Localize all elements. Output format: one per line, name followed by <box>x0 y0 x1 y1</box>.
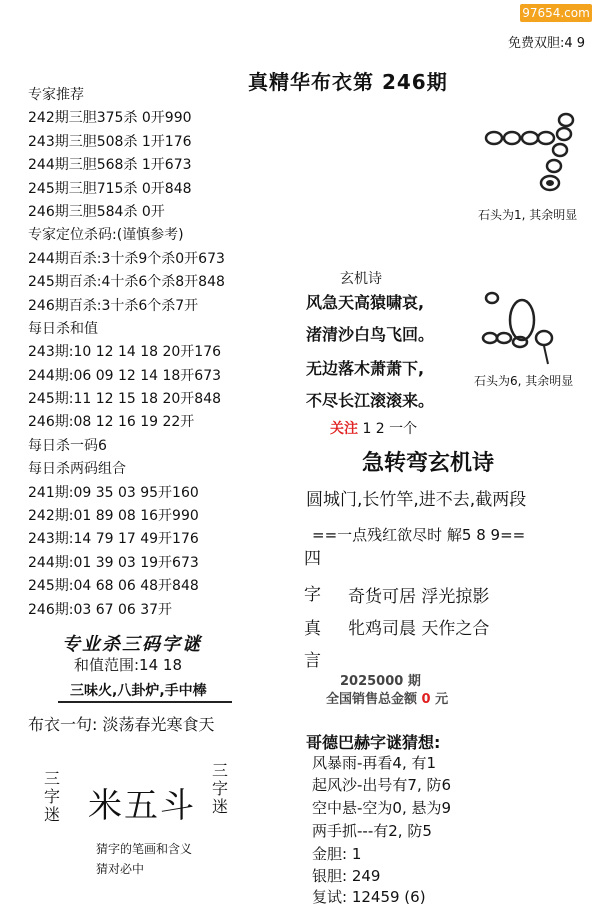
expert-row: 245期三胆715杀 0开848 <box>28 180 192 197</box>
position-title: 专家定位杀码:(谨慎参考) <box>28 227 184 244</box>
side-char: 三 <box>212 761 229 780</box>
position-row: 244期百杀:3十杀9个杀0开673 <box>28 250 225 267</box>
expert-row: 243期三胆508杀 1开176 <box>28 133 192 150</box>
riddle-side-left <box>44 770 60 824</box>
riddle-note: 猜对必中 <box>96 862 145 876</box>
goth-line: 金胆: 1 <box>312 845 362 863</box>
riddle-note: 猜字的笔画和含义 <box>96 842 193 856</box>
sum-row: 246期:08 12 16 19 22开 <box>28 414 195 431</box>
poem-line: 无边落木萧萧下, <box>306 359 425 378</box>
sum-row: 245期:11 12 15 18 20开848 <box>28 391 222 408</box>
phrase-line: 牝鸡司晨 天作之合 <box>348 619 490 639</box>
expert-row: 244期三胆568杀 1开673 <box>28 157 192 174</box>
side-char: 迷 <box>44 805 61 824</box>
stone-caption-2: 石头为6, 其余明显 <box>474 374 574 388</box>
site-badge[interactable]: 97654.com <box>520 4 592 22</box>
goth-line: 空中悬-空为0, 悬为9 <box>312 799 452 817</box>
goth-line: 风暴雨-再看4, 有1 <box>312 754 437 772</box>
stone-caption-1: 石头为1, 其余明显 <box>478 208 578 222</box>
side-char: 三 <box>44 769 61 788</box>
turn-title: 急转弯玄机诗 <box>362 451 495 476</box>
side-char: 迷 <box>212 797 229 816</box>
phrase-line: 奇货可居 浮光掠影 <box>348 587 490 607</box>
two-code-row: 245期:04 68 06 48开848 <box>28 578 199 595</box>
side-char: 字 <box>44 787 61 806</box>
two-code-row: 244期:01 39 03 19开673 <box>28 554 199 571</box>
xuanji-title: 玄机诗 <box>340 271 382 287</box>
two-code-row: 246期:03 67 06 37开 <box>28 601 173 618</box>
left-column <box>28 84 268 622</box>
attention-value: 1 2 一个 <box>362 421 418 437</box>
si-char: 字 <box>304 585 321 605</box>
stone-puzzle-1-icon <box>478 108 598 203</box>
main-title: 真精华布衣第 246期 <box>248 70 448 94</box>
si-char: 四 <box>304 549 321 569</box>
goth-line: 两手抓---有2, 防5 <box>312 822 432 840</box>
two-code-row: 242期:01 89 08 16开990 <box>28 508 199 525</box>
buyi-line: 布衣一句: 淡荡春光寒食天 <box>28 715 215 734</box>
expert-row: 242期三胆375杀 0开990 <box>28 110 192 127</box>
stone-puzzle-2-icon <box>478 290 578 370</box>
position-row: 246期百杀:3十杀6个杀7开 <box>28 297 199 314</box>
position-row: 245期百杀:4十杀6个杀8开848 <box>28 274 225 291</box>
poem-line: 渚清沙白鸟飞回。 <box>306 325 435 344</box>
si-char: 真 <box>304 619 321 639</box>
side-char: 字 <box>212 779 229 798</box>
attention-label: 关注 <box>330 421 358 437</box>
riddle-big: 米五斗 <box>88 786 196 826</box>
riddle-title: 专业杀三码字谜 <box>62 634 202 655</box>
attention-line <box>330 418 417 438</box>
sales-unit: 元 <box>435 692 449 707</box>
goth-line: 复试: 12459 (6) <box>312 888 426 906</box>
two-code-title: 每日杀两码组合 <box>28 461 126 478</box>
sales-value: 0 <box>421 692 431 707</box>
sum-row: 243期:10 12 14 18 20开176 <box>28 344 222 361</box>
goth-line: 银胆: 249 <box>312 867 381 885</box>
one-code-title: 每日杀一码6 <box>28 437 107 454</box>
expert-row: 246期三胆584杀 0开 <box>28 203 165 220</box>
expert-title: 专家推荐 <box>28 87 84 103</box>
sum-range: 和值范围:14 18 <box>74 656 182 674</box>
two-code-row: 243期:14 79 17 49开176 <box>28 531 199 548</box>
three-hint: 三味火,八卦炉,手中棒 <box>70 683 207 699</box>
free-pair: 免费双胆:4 9 <box>508 36 586 51</box>
divider <box>58 701 232 703</box>
goth-title: 哥德巴赫字谜猜想: <box>306 733 441 752</box>
two-code-row: 241期:09 35 03 95开160 <box>28 484 199 501</box>
poem-line: 不尽长江滚滚来。 <box>306 391 435 410</box>
sum-row: 244期:06 09 12 14 18开673 <box>28 367 222 384</box>
poem-line: 风急天高猿啸哀, <box>306 293 425 312</box>
riddle-side-right <box>212 762 228 816</box>
si-char: 言 <box>304 651 321 671</box>
sales-line <box>326 688 448 707</box>
dian-line: ==一点残红欲尽时 解5 8 9== <box>312 526 526 544</box>
round-line: 圆城门,长竹竿,进不去,截两段 <box>306 490 527 510</box>
sales-label: 全国销售总金额 <box>326 692 418 707</box>
goth-line: 起风沙-出号有7, 防6 <box>312 776 452 794</box>
period-label: 2025000 期 <box>340 674 421 689</box>
sum-title: 每日杀和值 <box>28 320 98 337</box>
